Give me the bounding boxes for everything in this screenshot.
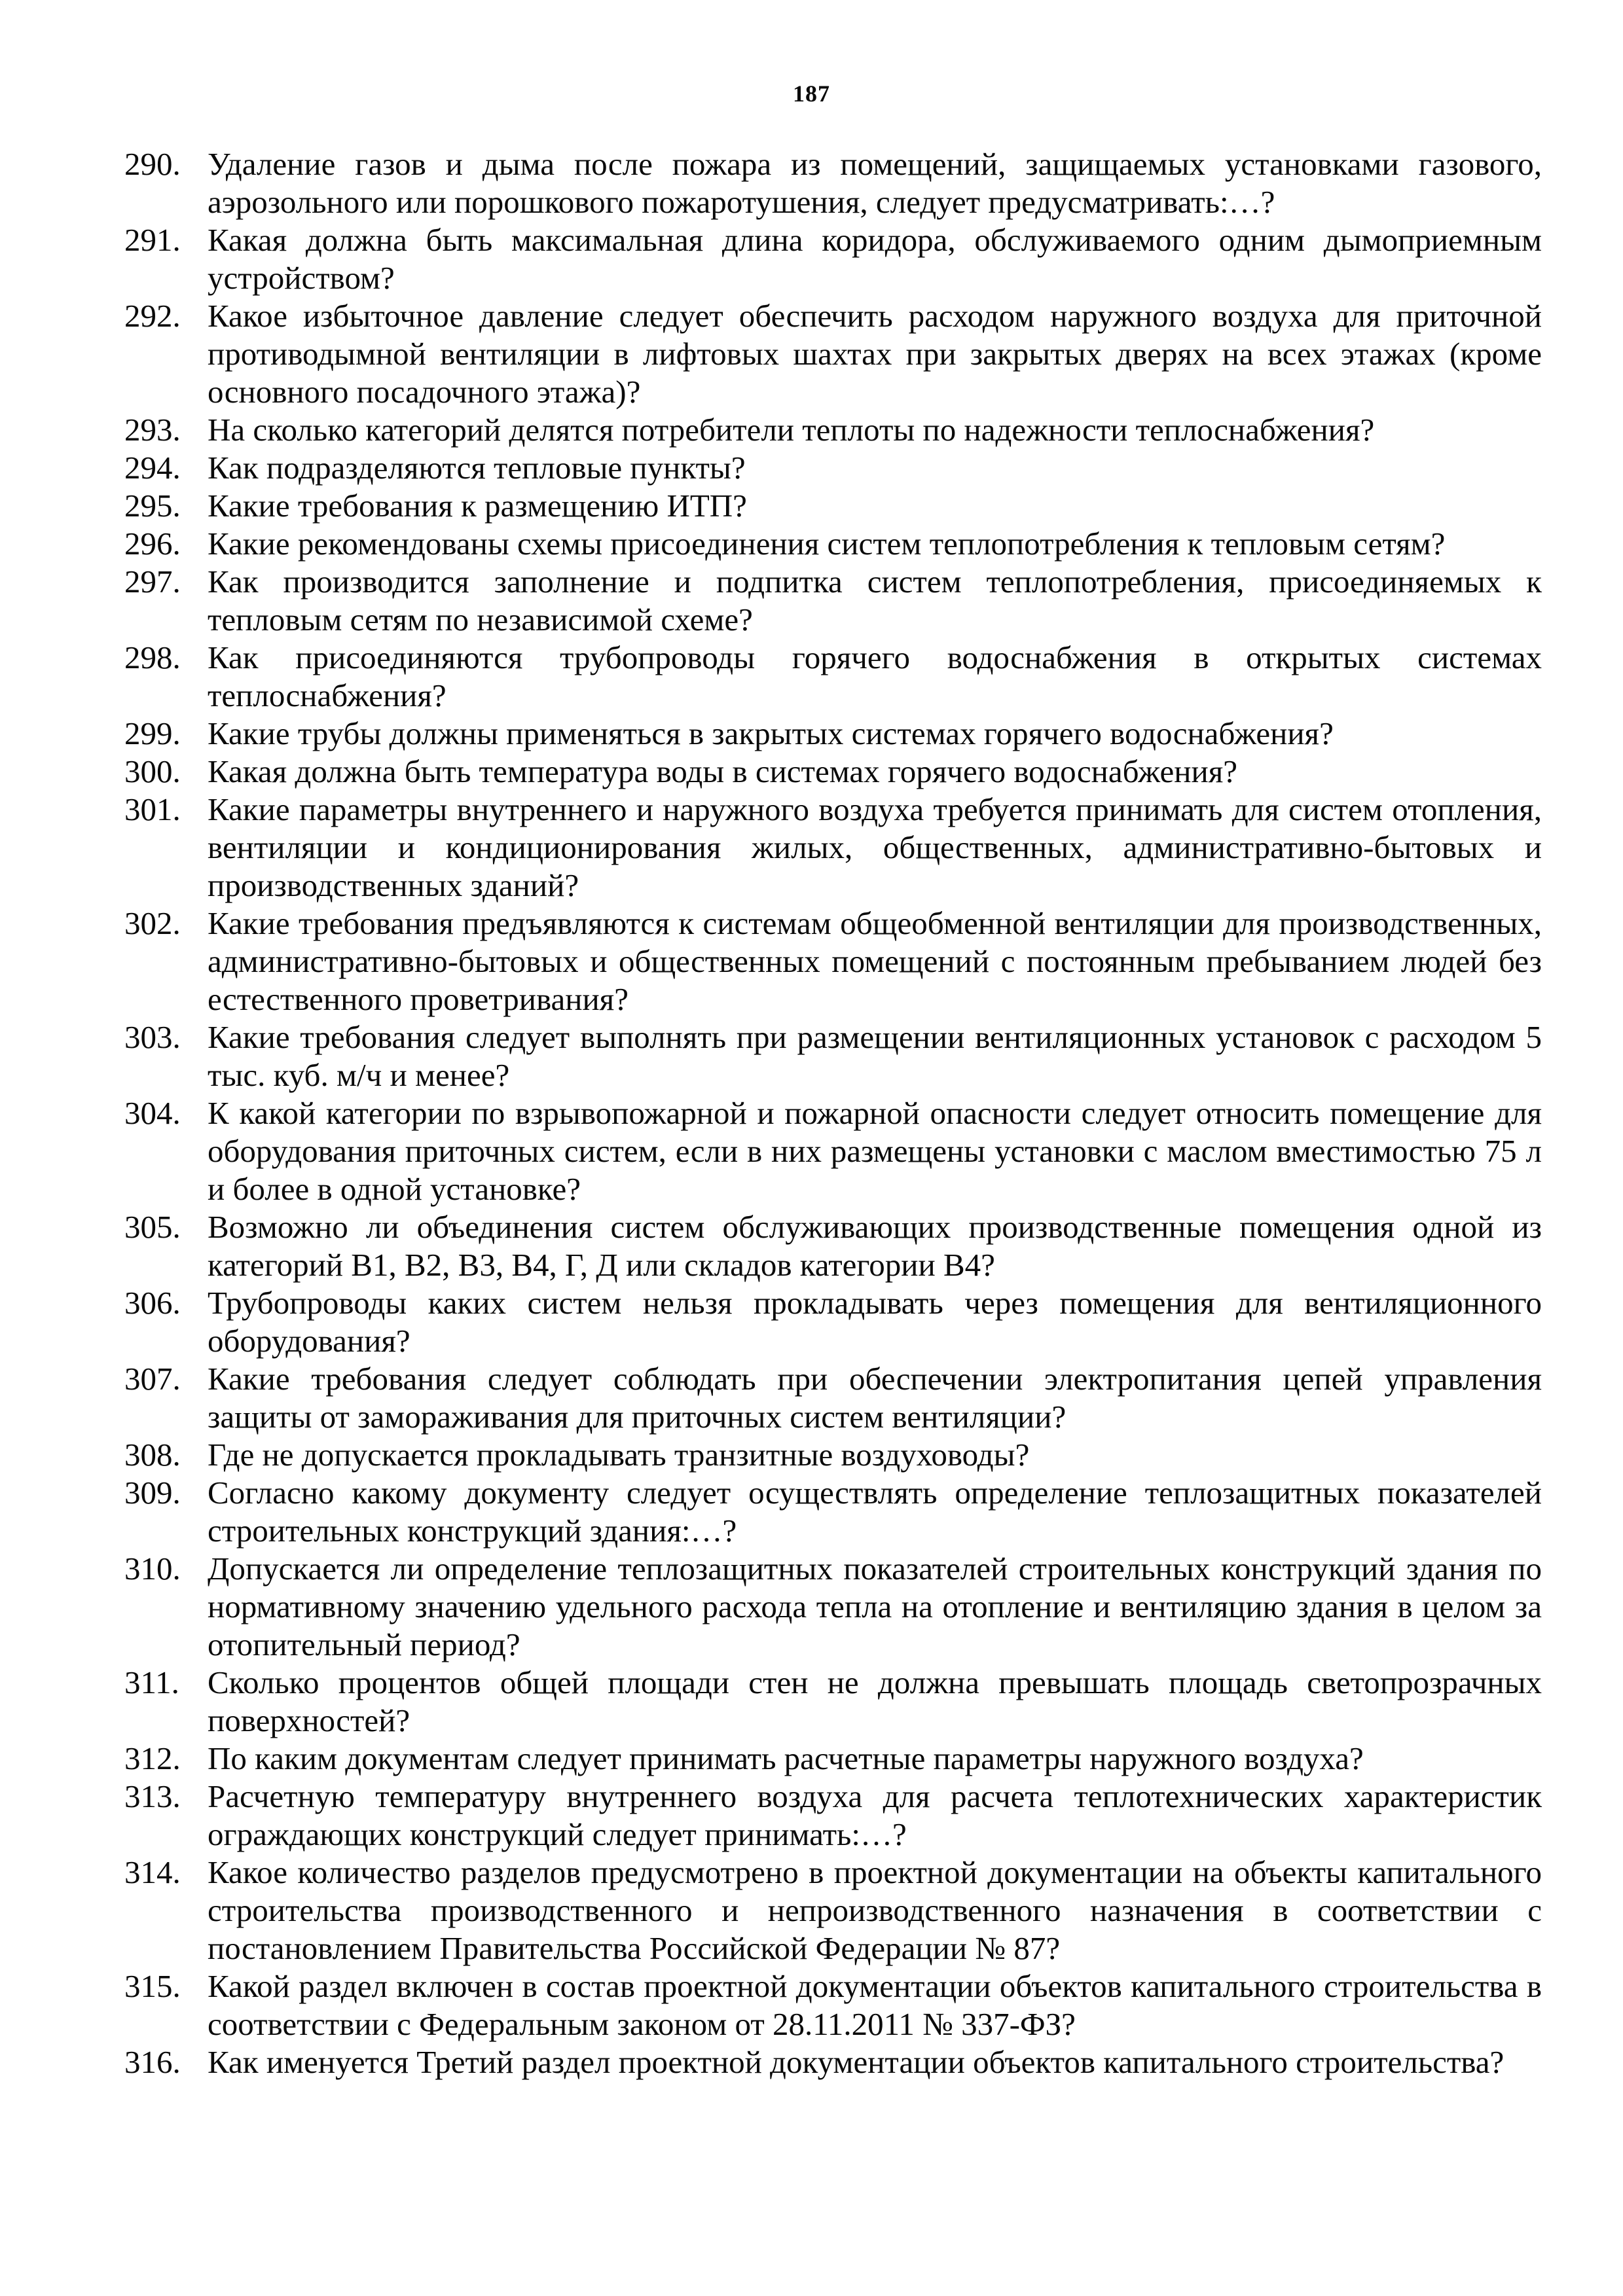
- question-item: [124, 1094, 1542, 1208]
- question-text: Согласно какому документу следует осуществлять определение теплозащитных показателей строительных конструкций здания:…?: [208, 1475, 1542, 1549]
- question-item: [124, 905, 1542, 1018]
- question-text: Расчетную температуру внутреннего воздуха для расчета теплотехнических характеристик ограждающих конструкций следует принимать:…?: [208, 1778, 1542, 1852]
- question-text: Какие требования следует соблюдать при обеспечении электропитания цепей управления защиты от замораживания для приточных систем вентиляции?: [208, 1361, 1542, 1435]
- question-text: Возможно ли объединения систем обслуживающих производственные помещения одной из категорий В1, В2, В3, В4, Г, Д или складов категории В4?: [208, 1209, 1542, 1283]
- question-number: 295.: [124, 488, 181, 524]
- question-item: [124, 1740, 1542, 1778]
- question-text: Какое избыточное давление следует обеспечить расходом наружного воздуха для приточной противодымной вентиляции в лифтовых шахтах при закрытых дверях на всех этажах (кроме основного посадочного этажа)?: [208, 298, 1542, 410]
- question-number: 305.: [124, 1209, 181, 1245]
- question-number: 310.: [124, 1551, 181, 1587]
- question-text: Какая должна быть температура воды в системах горячего водоснабжения?: [208, 753, 1237, 789]
- question-item: [124, 791, 1542, 905]
- question-text: Какие параметры внутреннего и наружного воздуха требуется принимать для систем отопления, вентиляции и кондиционирования жилых, общественных, административно-бытовых и производственных зданий?: [208, 791, 1542, 903]
- question-number: 306.: [124, 1285, 181, 1321]
- question-number: 304.: [124, 1095, 181, 1131]
- question-text: Какие требования к размещению ИТП?: [208, 488, 747, 524]
- question-text: Какое количество разделов предусмотрено в проектной документации на объекты капитального строительства производственного и непроизводственного назначения в соответствии с постановлением Правительства Российской Федерации № 87?: [208, 1854, 1542, 1966]
- question-number: 316.: [124, 2044, 181, 2080]
- question-number: 314.: [124, 1854, 181, 1890]
- question-item: [124, 1854, 1542, 1967]
- question-text: Допускается ли определение теплозащитных показателей строительных конструкций здания по нормативному значению удельного расхода тепла на отопление и вентиляцию здания в целом за отопительный период?: [208, 1551, 1542, 1662]
- question-number: 292.: [124, 298, 181, 334]
- question-item: [124, 639, 1542, 715]
- question-item: [124, 487, 1542, 525]
- question-item: [124, 1664, 1542, 1740]
- question-item: [124, 2043, 1542, 2081]
- question-number: 315.: [124, 1968, 181, 2004]
- question-number: 293.: [124, 412, 181, 448]
- question-text: Сколько процентов общей площади стен не должна превышать площадь светопрозрачных поверхностей?: [208, 1664, 1542, 1738]
- question-text: Как производится заполнение и подпитка систем теплопотребления, присоединяемых к тепловым сетям по независимой схеме?: [208, 564, 1542, 637]
- question-item: [124, 1474, 1542, 1550]
- question-item: [124, 1436, 1542, 1474]
- question-item: [124, 563, 1542, 639]
- question-number: 290.: [124, 146, 181, 182]
- question-item: [124, 715, 1542, 753]
- question-text: Какой раздел включен в состав проектной документации объектов капитального строительства в соответствии с Федеральным законом от 28.11.2011 № 337-ФЗ?: [208, 1968, 1542, 2042]
- question-text: Где не допускается прокладывать транзитные воздуховоды?: [208, 1437, 1030, 1473]
- question-number: 297.: [124, 564, 181, 600]
- question-number: 291.: [124, 222, 181, 258]
- question-text: По каким документам следует принимать расчетные параметры наружного воздуха?: [208, 1740, 1364, 1776]
- question-text: Как присоединяются трубопроводы горячего водоснабжения в открытых системах теплоснабжения?: [208, 639, 1542, 713]
- question-text: Удаление газов и дыма после пожара из помещений, защищаемых установками газового, аэрозольного или порошкового пожаротушения, следует предусматривать:…?: [208, 146, 1542, 220]
- question-text: Трубопроводы каких систем нельзя прокладывать через помещения для вентиляционного оборудования?: [208, 1285, 1542, 1359]
- question-number: 301.: [124, 791, 181, 827]
- question-text: Какая должна быть максимальная длина коридора, обслуживаемого одним дымоприемным устройством?: [208, 222, 1542, 296]
- question-text: Какие трубы должны применяться в закрытых системах горячего водоснабжения?: [208, 715, 1334, 751]
- question-text: Какие требования следует выполнять при размещении вентиляционных установок с расходом 5 тыс. куб. м/ч и менее?: [208, 1019, 1542, 1093]
- question-number: 298.: [124, 639, 181, 675]
- question-item: [124, 1778, 1542, 1854]
- question-text: К какой категории по взрывопожарной и пожарной опасности следует относить помещение для оборудования приточных систем, если в них размещены установки с маслом вместимостью 75 л и более в одной установке?: [208, 1095, 1542, 1207]
- question-number: 309.: [124, 1475, 181, 1511]
- question-item: [124, 525, 1542, 563]
- question-text: Какие требования предъявляются к системам общеобменной вентиляции для производственных, административно-бытовых и общественных помещений с постоянным пребыванием людей без естественного проветривания?: [208, 905, 1542, 1017]
- question-item: [124, 297, 1542, 411]
- question-number: 302.: [124, 905, 181, 941]
- question-item: [124, 449, 1542, 487]
- question-number: 307.: [124, 1361, 181, 1397]
- question-item: [124, 1550, 1542, 1664]
- question-number: 303.: [124, 1019, 181, 1055]
- question-number: 313.: [124, 1778, 181, 1814]
- question-list: [124, 145, 1542, 2081]
- page-number: 187: [793, 81, 830, 107]
- question-item: [124, 753, 1542, 791]
- question-item: [124, 1018, 1542, 1094]
- question-item: [124, 221, 1542, 297]
- question-number: 311.: [124, 1664, 179, 1700]
- question-item: [124, 145, 1542, 221]
- question-text: На сколько категорий делятся потребители теплоты по надежности теплоснабжения?: [208, 412, 1375, 448]
- question-number: 308.: [124, 1437, 181, 1473]
- question-number: 296.: [124, 526, 181, 562]
- question-number: 294.: [124, 450, 181, 486]
- question-item: [124, 1208, 1542, 1284]
- question-text: Какие рекомендованы схемы присоединения систем теплопотребления к тепловым сетям?: [208, 526, 1446, 562]
- question-number: 312.: [124, 1740, 181, 1776]
- question-item: [124, 1284, 1542, 1360]
- question-number: 299.: [124, 715, 181, 751]
- question-item: [124, 411, 1542, 449]
- question-number: 300.: [124, 753, 181, 789]
- question-text: Как подразделяются тепловые пункты?: [208, 450, 746, 486]
- question-item: [124, 1967, 1542, 2043]
- question-item: [124, 1360, 1542, 1436]
- question-text: Как именуется Третий раздел проектной документации объектов капитального строительства?: [208, 2044, 1504, 2080]
